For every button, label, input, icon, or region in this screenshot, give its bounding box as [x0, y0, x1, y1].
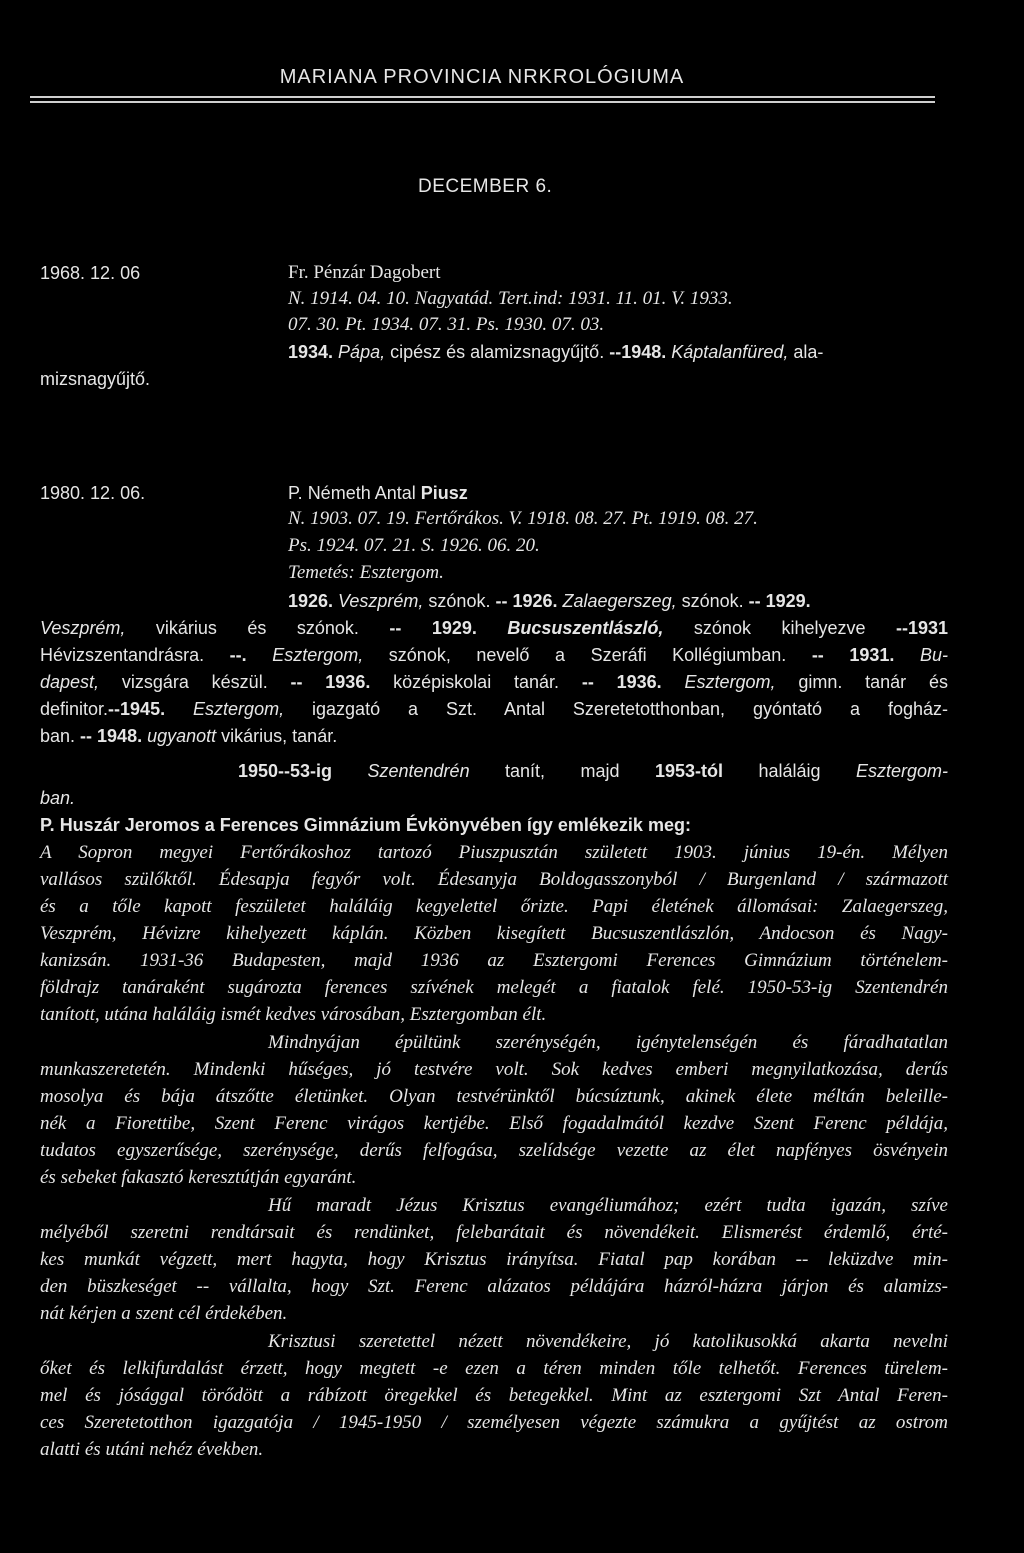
memorial-line: mélyéből szeretni rendtársait és rendünket, felebarátait és növendékeit. Elismerést érdemlő, érté- — [40, 1222, 948, 1243]
memorial-line: őket és lelkifurdalást érzett, hogy megtett -e ezen a téren minden tőle telhetőt. Ferences türelem- — [40, 1358, 948, 1379]
bio-l1-c: szónok. — [423, 591, 496, 611]
bio-l2-a: Veszprém, — [40, 618, 126, 638]
entry1-name-prefix: Fr. Pénzár — [288, 262, 370, 283]
bio-l6-b: -- 1948. — [80, 726, 143, 746]
bio-l1-a: 1926. — [288, 591, 334, 611]
bio-line-7 — [238, 760, 948, 782]
header-rule-bottom — [30, 101, 935, 103]
bio-l2-f: --1931 — [895, 618, 949, 638]
bio-l4-a: dapest, — [40, 672, 100, 692]
bio-l3-b: --. — [229, 645, 247, 665]
memorial-line: vallásos szülőktől. Édesapja fegyőr volt. Édesanyja Boldogasszonyból / Burgenland / származott — [40, 869, 948, 890]
entry1-line4: mizsnagyűjtő. — [40, 369, 151, 389]
bio-line-3 — [40, 644, 948, 666]
bio-line-6 — [40, 725, 337, 747]
bio-line-2 — [40, 617, 948, 639]
entry1-line3-f: ala- — [788, 342, 824, 362]
entry1-name — [288, 262, 441, 284]
memorial-line: Veszprém, Hévizre kihelyezett káplán. Közben kisegített Bucsuszentlászlón, Andocson és Nagy- — [40, 923, 948, 944]
bio-l4-d: középiskolai tanár. — [370, 672, 582, 692]
entry2-name-main: Piusz — [420, 483, 468, 503]
memorial-line: A Sopron megyei Fertőrákoshoz tartozó Piuszpusztán született 1903. június 19-én. Mélyen — [40, 842, 948, 863]
bio-line-4 — [40, 671, 948, 693]
memorial-line: Mindnyájan épültünk szerénységén, igénytelenségén és fáradhatatlan — [268, 1032, 948, 1053]
memorial-line: és a tőle kapott feszületet haláláig kegyelettel őrizte. Papi életének állomásai: Zalaegerszeg, — [40, 896, 948, 917]
bio-l5-d: igazgató a Szt. Antal Szeretetotthonban, gyóntató a fogház- — [284, 699, 948, 719]
bio-l1-d: -- 1926. — [495, 591, 558, 611]
bio-l2-c: -- 1929. — [389, 618, 477, 638]
bio-l5-b: --1945. — [108, 699, 166, 719]
memorial-line: Hű maradt Jézus Krisztus evangéliumához; ezért tudta igazán, szíve — [268, 1195, 948, 1216]
bio-l1-e: Zalaegerszeg, — [557, 591, 677, 611]
date-heading: DECEMBER 6. — [418, 176, 553, 197]
memorial-line: mosolya és bája átszőtte életünket. Olyan testvérünktől búcsúztunk, akinek élete méltán beleille- — [40, 1086, 948, 1107]
memorial-line: kes munkát végzett, mert hagyta, hogy Krisztus irányítsa. Fiatal pap korában -- leküzdve min- — [40, 1249, 948, 1270]
entry2-line3: Temetés: Esztergom. — [288, 562, 444, 583]
bio-l6-a: ban. — [40, 726, 81, 746]
bio-l4-g: gimn. tanár és — [775, 672, 948, 692]
memorial-line: földrajz tanáraként sugározta ferences szívének melegét a fiatalok felé. 1950-53-ig Szentendrén — [40, 977, 948, 998]
entry2-date: 1980. 12. 06. — [40, 483, 146, 503]
bio-l2-b: vikárius és szónok. — [125, 618, 390, 638]
bio-line-5 — [40, 698, 948, 720]
bio-l1-g: -- 1929. — [748, 591, 811, 611]
memorial-line: tudatos egyszerűsége, szerénysége, derűs felfogása, szelídsége vezette az élet napfényes ösvényein — [40, 1140, 948, 1161]
bio-l3-a: Hévizszentandrásra. — [40, 645, 230, 665]
memorial-line: tanított, utána haláláig ismét kedves városában, Esztergomban élt. — [40, 1004, 547, 1025]
bio-l4-c: -- 1936. — [290, 672, 371, 692]
memorial-line: és sebeket fakasztó keresztútján egyaránt. — [40, 1167, 357, 1188]
bio-l1-f: szónok. — [676, 591, 749, 611]
entry2-line2: Ps. 1924. 07. 21. S. 1926. 06. 20. — [288, 535, 540, 556]
memorial-line: alatti és utáni nehéz években. — [40, 1439, 264, 1460]
memorial-line: nát kérjen a szent cél érdekében. — [40, 1303, 288, 1324]
bio-line-1 — [288, 590, 811, 612]
memorial-line: Krisztusi szeretettel nézett növendékeire, jó katolikusokká akarta nevelni — [268, 1331, 948, 1352]
memorial-line: kanizsán. 1931-36 Budapesten, majd 1936 az Esztergomi Ferences Gimnázium történelem- — [40, 950, 948, 971]
bio-l6-c: ugyanott — [142, 726, 217, 746]
bio-l4-e: -- 1936. — [581, 672, 662, 692]
bio-l7-b: Szentendrén — [332, 761, 470, 781]
entry1-line3-e: Káptalanfüred, — [666, 342, 789, 362]
entry1-name-main: Dagobert — [369, 262, 441, 283]
entry2-line1: N. 1903. 07. 19. Fertőrákos. V. 1918. 08. 27. Pt. 1919. 08. 27. — [288, 508, 758, 529]
entry2-name — [288, 482, 468, 504]
bio-l4-f: Esztergom, — [661, 672, 776, 692]
memorial-heading: P. Huszár Jeromos a Ferences Gimnázium Évkönyvében így emlékezik meg: — [40, 815, 691, 835]
bio-l3-c: Esztergom, — [246, 645, 364, 665]
entry1-date: 1968. 12. 06 — [40, 263, 141, 283]
bio-l2-d: Bucsuszentlászló, — [476, 618, 664, 638]
header-rule-top — [30, 96, 935, 98]
page-title: MARIANA PROVINCIA NRKROLÓGIUMA — [279, 66, 685, 88]
memorial-line: den büszkeséget -- vállalta, hogy Szt. Ferenc alázatos példájára házról-házra járjon és alamizs- — [40, 1276, 948, 1297]
bio-l5-c: Esztergom, — [165, 699, 285, 719]
entry1-line3-a: 1934. — [288, 342, 334, 362]
memorial-line: nék a Fiorettibe, Szent Ferenc virágos kertjébe. Első fogadalmától kezdve Szent Ferenc példája, — [40, 1113, 948, 1134]
bio-l2-e: szónok kihelyezve — [663, 618, 896, 638]
bio-line-8: ban. — [40, 788, 76, 808]
bio-l7-d: 1953-tól — [654, 761, 724, 781]
bio-l1-b: Veszprém, — [333, 591, 424, 611]
entry1-line3 — [288, 341, 823, 363]
bio-l7-e: haláláig — [723, 761, 856, 781]
entry1-line3-c: cipész és alamizsnagyűjtő. — [385, 342, 610, 362]
memorial-line: mel és jósággal törődött a rábízott öregekkel és betegekkel. Mint az esztergomi Szt Antal Feren- — [40, 1385, 948, 1406]
bio-l3-f: Bu- — [894, 645, 948, 665]
entry1-line2: 07. 30. Pt. 1934. 07. 31. Ps. 1930. 07. 03. — [288, 314, 605, 335]
bio-l7-a: 1950--53-ig — [238, 761, 333, 781]
bio-l5-a: definitor. — [40, 699, 109, 719]
bio-l3-e: -- 1931. — [811, 645, 895, 665]
memorial-line: munkaszeretetén. Mindenki hűséges, jó testvére volt. Sok kedves emberi megnyilatkozása, derűs — [40, 1059, 948, 1080]
bio-l3-d: szónok, nevelő a Szeráfi Kollégiumban. — [363, 645, 812, 665]
entry1-line3-b: Pápa, — [333, 342, 386, 362]
bio-l7-c: tanít, majd — [469, 761, 655, 781]
bio-l7-f: Esztergom- — [855, 761, 949, 781]
bio-l6-d: vikárius, tanár. — [216, 726, 338, 746]
entry2-name-prefix: P. Németh Antal — [288, 483, 421, 503]
entry1-line3-d: --1948. — [609, 342, 667, 362]
entry1-line1: N. 1914. 04. 10. Nagyatád. Tert.ind: 1931. 11. 01. V. 1933. — [288, 288, 733, 309]
bio-l4-b: vizsgára készül. — [99, 672, 291, 692]
memorial-line: ces Szeretetotthon igazgatója / 1945-1950 / személyesen végezte számukra a gyűjtést az ostrom — [40, 1412, 948, 1433]
